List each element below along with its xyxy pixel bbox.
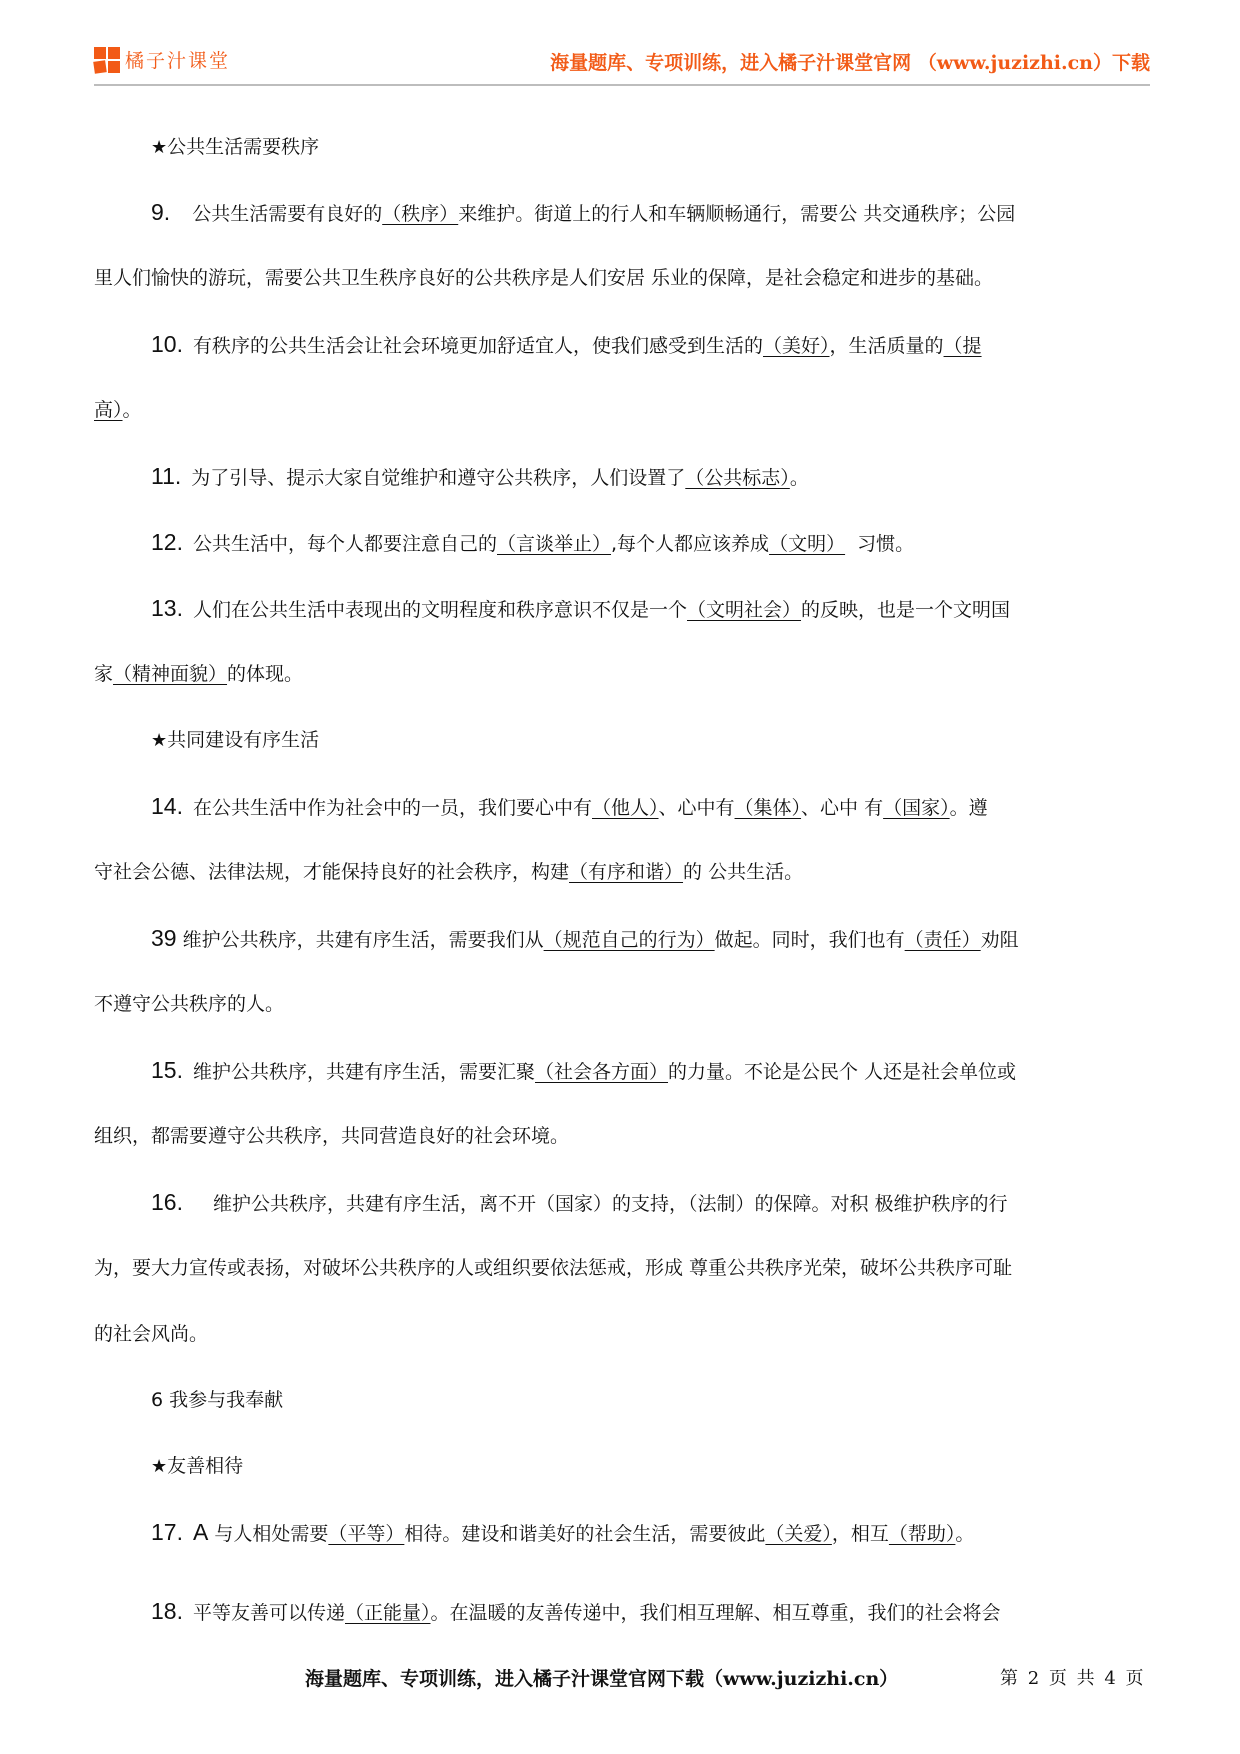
text: 维护公共秩序，共建有序生活，需要我们从 [182,929,544,951]
answer-blank: （正能量） [345,1602,431,1624]
question-letter: A [192,1519,209,1545]
question-10-line-1 [151,331,982,359]
text: 相待。建设和谐美好的社会生活，需要彼此 [404,1523,766,1545]
text: 、心中 有 [801,797,884,819]
question-16-line-2 [94,1255,1012,1281]
answer-blank: （国家） [883,797,950,819]
question-11 [151,463,809,491]
question-39-line-1 [151,925,1019,953]
footer-slogan: 海量题库、专项训练，进入橘子汁课堂官网下载（www.juzizhi.cn） [305,1668,899,1690]
logo-squares-icon [94,47,120,73]
question-16-line-1 [151,1189,1008,1217]
question-number: 9. [151,199,171,225]
chapter-heading [151,1387,283,1413]
question-9-line-2 [94,265,993,291]
text: 。 [789,467,809,489]
text: 平等友善可以传递 [192,1602,345,1624]
text: 组织，都需要遵守公共秩序，共同营造良好的社会环境。 [94,1125,570,1147]
text: 的社会风尚。 [94,1323,209,1345]
answer-blank: （言谈举止） [497,533,612,555]
brand-logo[interactable] [94,46,230,73]
answer-blank: （秩序） [382,203,459,225]
question-13-line-2 [94,661,303,687]
section-heading [151,134,319,161]
answer-blank: 高） [94,399,123,421]
star-icon: ★ [151,1456,168,1477]
text: 与人相处需要 [214,1523,329,1545]
text: 公共生活需要有良好的 [192,203,383,225]
text: ,每个人都应该养成 [611,533,770,555]
text: 。 [955,1523,975,1545]
text: 里人们愉快的游玩，需要公共卫生秩序良好的公共秩序是人们安居 乐业的保障，是社会稳定和进步的基础。 [94,267,994,289]
text: 习惯。 [857,533,915,555]
question-17 [151,1519,974,1547]
text: 不遵守公共秩序的人。 [94,993,285,1015]
answer-blank: （提 [943,335,982,357]
text: 维护公共秩序，共建有序生活，离不开（国家）的支持，（法制）的保障。对积 极维护秩序的行 [212,1193,1008,1215]
text: 的力量。不论是公民个 人还是社会单位或 [668,1061,1017,1083]
header-slogan: 海量题库、专项训练，进入橘子汁课堂官网 （www.juzizhi.cn）下载 [550,52,1150,74]
question-number: 11. [151,463,182,489]
answer-blank: （责任） [904,929,981,951]
question-12 [151,529,914,557]
answer-blank: （精神面貌） [113,663,228,685]
question-number: 10. [151,331,183,357]
text: 。 [122,399,142,421]
question-number: 12. [151,529,183,555]
section-title: 共同建设有序生活 [167,729,320,751]
answer-blank: （文明社会） [687,599,802,621]
text: 。遵 [949,797,988,819]
question-15-line-2 [94,1123,569,1149]
answer-blank: （关爱） [765,1523,832,1545]
answer-blank: （他人） [592,797,659,819]
section-title: 友善相待 [167,1455,244,1477]
answer-blank: （平等） [328,1523,405,1545]
text: 。在温暖的友善传递中，我们相互理解、相互尊重，我们的社会将会 [430,1602,1001,1624]
text: 人们在公共生活中表现出的文明程度和秩序意识不仅是一个 [192,599,687,621]
text: 的 公共生活。 [683,861,804,883]
page-footer [0,1664,1240,1694]
chapter-title: 6 我参与我奉献 [151,1389,284,1411]
section-heading [151,1453,243,1480]
question-14-line-1 [151,793,988,821]
question-number: 18. [151,1598,183,1624]
text: 做起。同时，我们也有 [714,929,905,951]
logo-text: 橘子汁课堂 [125,50,231,72]
text: 为了引导、提示大家自觉维护和遵守公共秩序，人们设置了 [191,467,686,489]
question-number: 15. [151,1057,183,1083]
text: 、心中有 [658,797,735,819]
answer-blank: （公共标志） [685,467,790,489]
question-number: 39 [151,925,177,951]
question-number: 17. [151,1519,183,1545]
answer-blank: （社会各方面） [535,1061,669,1083]
text: 公共生活中，每个人都要注意自己的 [192,533,497,555]
question-13-line-1 [151,595,1010,623]
question-10-line-2 [94,397,142,423]
text: 家 [94,663,114,685]
question-18 [151,1598,1001,1626]
text: 维护公共秩序，共建有序生活，需要汇聚 [192,1061,535,1083]
text: 来维护。街道上的行人和车辆顺畅通行，需要公 共交通秩序；公园 [458,203,1016,225]
text: ，生活质量的 [829,335,944,357]
answer-blank: （美好） [763,335,830,357]
star-icon: ★ [151,730,168,751]
section-heading [151,727,319,754]
question-number: 16. [151,1189,183,1215]
question-15-line-1 [151,1057,1016,1085]
text: 在公共生活中作为社会中的一员，我们要心中有 [192,797,592,819]
answer-blank: （有序和谐） [569,861,684,883]
question-number: 14. [151,793,183,819]
question-14-line-2 [94,859,803,885]
text: 守社会公德、法律法规，才能保持良好的社会秩序，构建 [94,861,570,883]
star-icon: ★ [151,137,168,158]
answer-blank: （集体） [734,797,802,819]
question-39-line-2 [94,991,284,1017]
text: 的反映，也是一个文明国 [801,599,1011,621]
text: 劝阻 [980,929,1019,951]
answer-blank: （规范自己的行为） [543,929,715,951]
text: 的体现。 [227,663,304,685]
text: 为，要大力宣传或表扬，对破坏公共秩序的人或组织要依法惩戒，形成 尊重公共秩序光荣，破坏公共秩序可耻 [94,1257,1013,1279]
text: ，相互 [831,1523,889,1545]
text: 有秩序的公共生活会让社会环境更加舒适宜人，使我们感受到生活的 [192,335,763,357]
page-number: 第 2 页 共 4 页 [1000,1668,1144,1689]
page-header [94,40,1150,86]
answer-blank: （文明） [769,533,846,555]
question-9-line-1 [151,199,1015,227]
question-number: 13. [151,595,183,621]
question-16-line-3 [94,1321,208,1347]
answer-blank: （帮助） [888,1523,956,1545]
section-title: 公共生活需要秩序 [167,136,320,158]
